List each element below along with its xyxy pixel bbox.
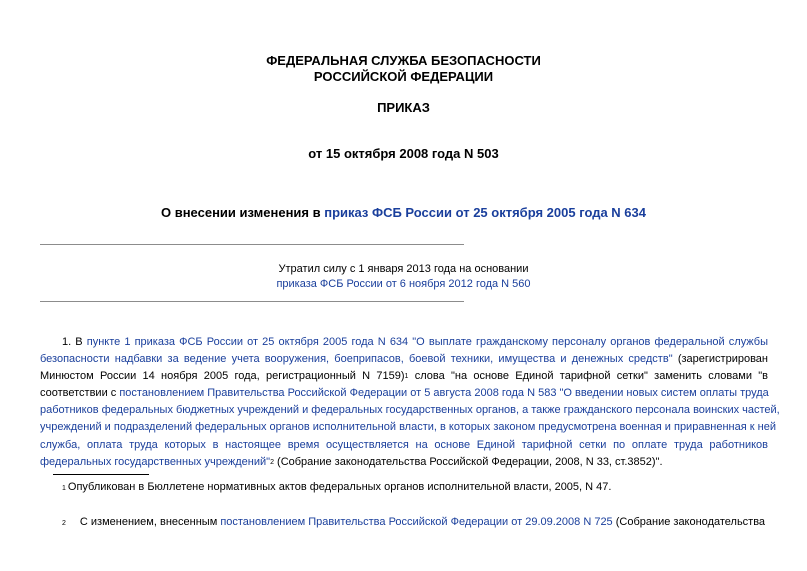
document-title: [0, 205, 807, 221]
footnote-1: [62, 480, 611, 496]
status-note-line: [0, 277, 807, 291]
footnote-2-decree-link[interactable]: постановлением Правительства Российской Федерации от 29.09.2008 N 725: [220, 516, 613, 528]
status-note-link[interactable]: приказа ФСБ России от 6 ноября 2012 года N 560: [276, 278, 531, 290]
agency-name-line2: РОССИЙСКОЙ ФЕДЕРАЦИИ: [313, 69, 494, 84]
paragraph-line: [40, 437, 768, 454]
paragraph-line: [40, 419, 776, 436]
footnote-divider: [53, 474, 149, 475]
footnote-ref-2[interactable]: 2: [270, 458, 274, 466]
divider-bottom: [40, 301, 464, 302]
main-paragraph: [40, 334, 780, 471]
government-decree-link-end[interactable]: федеральных государственных учреждений": [40, 455, 271, 468]
title-prefix: О внесении изменения в: [160, 205, 325, 220]
title-amended-order-link[interactable]: приказ ФСБ России от 25 октября 2005 года N 634: [324, 205, 646, 220]
paragraph-line: Минюстом России 14 ноября 2005 года, регистрационный N 7159)1 слова "на основе Единой тарифной сетки" заменить словами "в: [40, 370, 768, 383]
paragraph-line: соответствии с постановлением Правительства Российской Федерации от 5 августа 2008 года N 583 "О введении новых систем оплаты труда: [40, 387, 769, 400]
agency-name-line1: ФЕДЕРАЛЬНАЯ СЛУЖБА БЕЗОПАСНОСТИ: [266, 53, 541, 68]
footnote-1-number: 1: [62, 485, 66, 492]
paragraph-line: федеральных государственных учреждений"2 (Собрание законодательства Российской Федерации, 2008, N 33, ст.3852)".: [40, 455, 663, 468]
divider-top: [40, 244, 464, 245]
document-date-number: от 15 октября 2008 года N 503: [308, 146, 499, 161]
order-clause-link-cont[interactable]: безопасности надбавки за ведение учета вооружения, боеприпасов, боевой техники, имущества и денежных средств": [40, 353, 673, 366]
government-decree-link-cont[interactable]: учреждений и подразделений федеральных органов исполнительной власти, в которых законом предусмотрена военная и приравненная к ней: [40, 421, 776, 434]
footnote-2-number: 2: [62, 520, 66, 527]
paragraph-line: [40, 402, 780, 419]
government-decree-link-cont[interactable]: работников федеральных бюджетных учреждений и федеральных государственных органов, а также гражданского персонала воинских частей,: [40, 404, 780, 417]
government-decree-link[interactable]: постановлением Правительства Российской Федерации от 5 августа 2008 года N 583 "О введении новых систем оплаты труда: [119, 387, 769, 400]
paragraph-line: безопасности надбавки за ведение учета вооружения, боеприпасов, боевой техники, имущества и денежных средств" (зарегистрирован: [40, 353, 768, 366]
status-note-text: Утратил силу с 1 января 2013 года на основании: [278, 263, 529, 275]
footnote-2: [62, 515, 768, 531]
footnote-1-text: Опубликован в Бюллетене нормативных актов федеральных органов исполнительной власти, 2005, N 47.: [67, 481, 612, 493]
government-decree-link-cont[interactable]: служба, оплата труда которых в настоящее время осуществляется на основе Единой тарифной сетки по оплате труда работников: [40, 438, 768, 451]
document-type: ПРИКАЗ: [377, 100, 430, 115]
footnote-ref-1[interactable]: 1: [404, 373, 409, 381]
paragraph-line: 1. В пункте 1 приказа ФСБ России от 25 октября 2005 года N 634 "О выплате гражданскому персоналу органов федеральной службы: [62, 336, 769, 348]
footnote-2-suffix: (Собрание законодательства: [612, 516, 766, 528]
footnote-2-prefix: С изменением, внесенным: [79, 516, 221, 528]
order-clause-link[interactable]: пункте 1 приказа ФСБ России от 25 октября 2005 года N 634 "О выплате гражданскому персоналу органов федеральной службы: [86, 336, 769, 348]
